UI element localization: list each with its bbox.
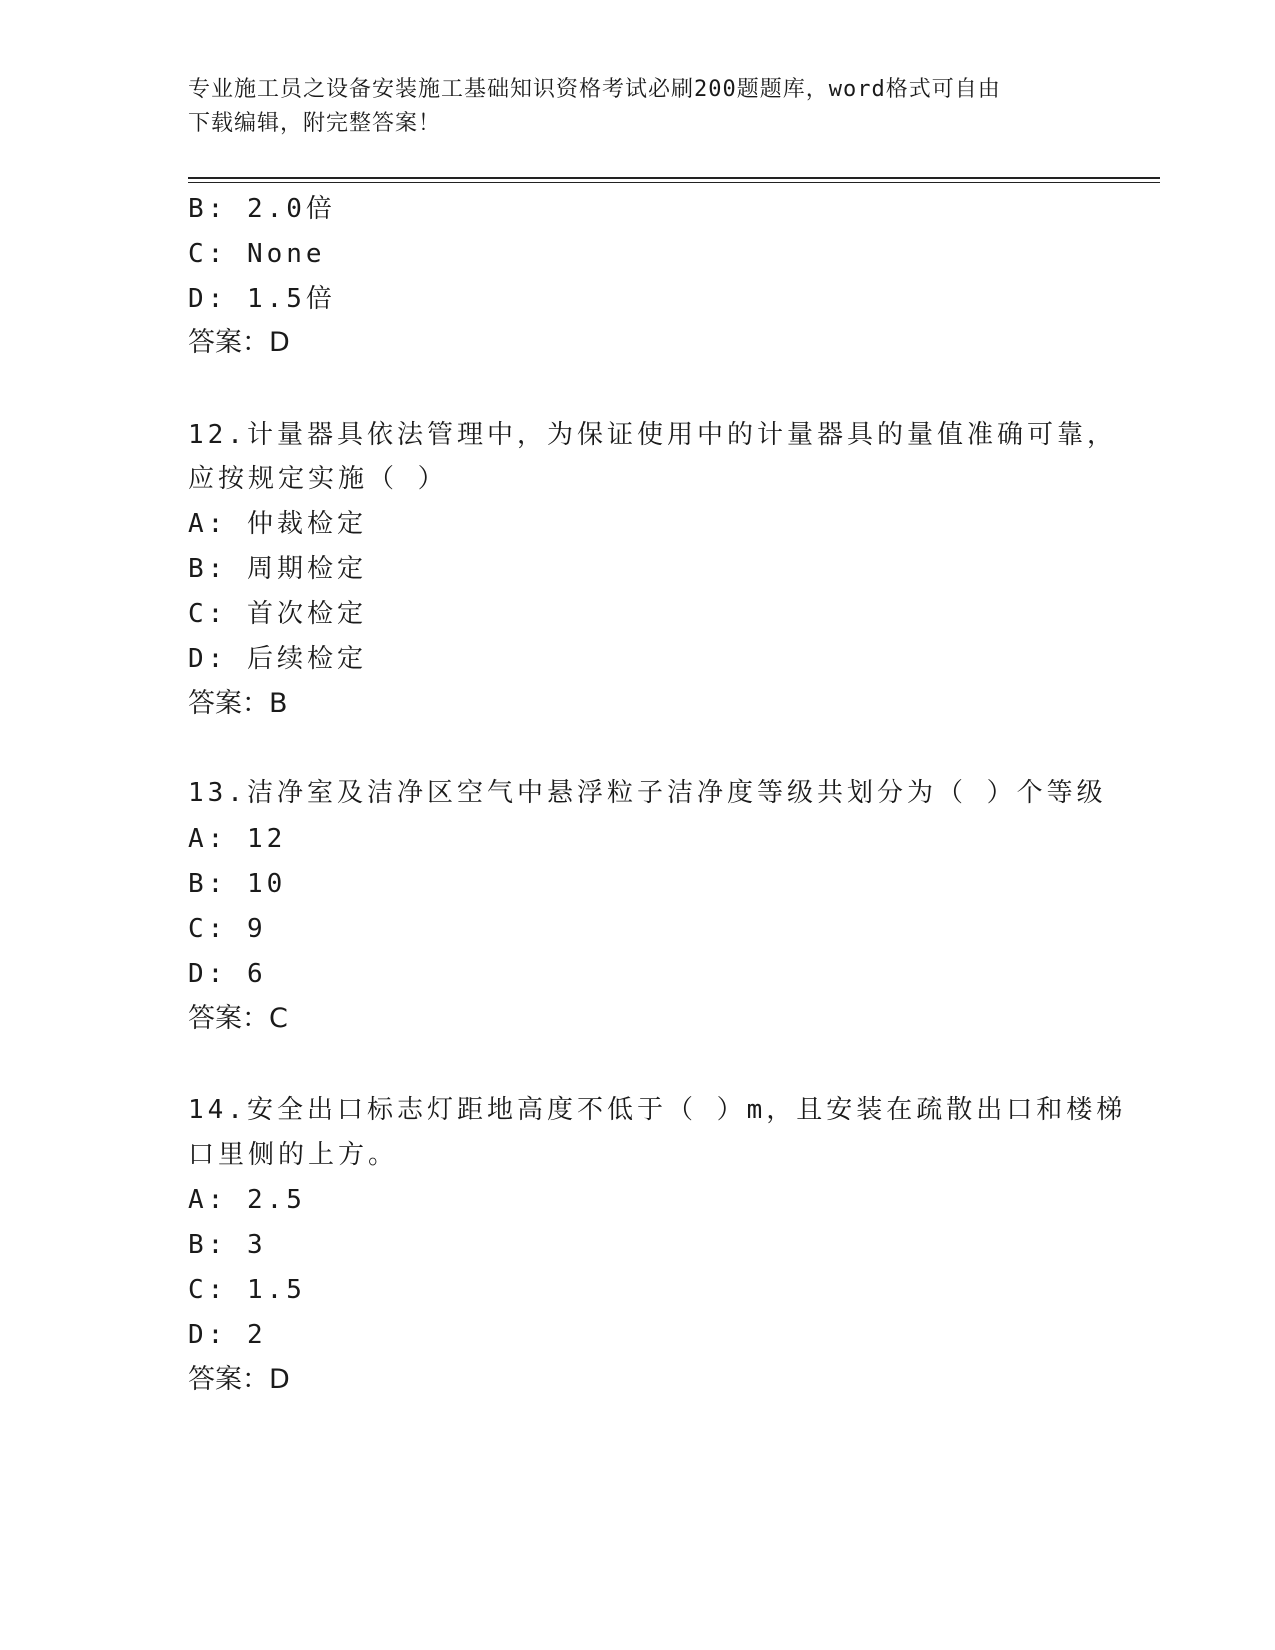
header-rule-thin [188,182,1160,183]
q13-option-c: C: 9 [188,914,267,944]
q13-option-a: A: 12 [188,824,287,854]
q12-option-c: C: 首次检定 [188,599,367,629]
q14-option-d: D: 2 [188,1320,267,1350]
q14-stem-line-1: 14.安全出口标志灯距地高度不低于（ ）m，且安装在疏散出口和楼梯 [188,1095,1127,1125]
q11-option-d: D: 1.5倍 [188,284,336,314]
q14-option-b: B: 3 [188,1230,267,1260]
q13-answer: 答案：C [188,1003,288,1034]
q12-stem-line-1: 12.计量器具依法管理中，为保证使用中的计量器具的量值准确可靠， [188,420,1117,450]
q13-option-d: D: 6 [188,959,267,989]
q14-option-c: C: 1.5 [188,1275,306,1305]
q13-stem-line-1: 13.洁净室及洁净区空气中悬浮粒子洁净度等级共划分为（ ）个等级 [188,778,1107,808]
q14-answer: 答案：D [188,1364,290,1395]
q11-option-c: C: None [188,239,326,269]
q11-option-b: B: 2.0倍 [188,194,336,224]
q12-option-b: B: 周期检定 [188,554,367,584]
doc-header-line-1: 专业施工员之设备安装施工基础知识资格考试必刷200题题库，word格式可自由 [188,77,1001,102]
q13-option-b: B: 10 [188,869,287,899]
q12-option-a: A: 仲裁检定 [188,509,367,539]
header-rule-thick [188,177,1160,179]
q12-stem-line-2: 应按规定实施（ ） [188,464,448,494]
doc-header-line-2: 下载编辑，附完整答案！ [188,111,442,136]
q12-answer: 答案：B [188,688,288,719]
q14-option-a: A: 2.5 [188,1185,306,1215]
q14-stem-line-2: 口里侧的上方。 [188,1140,399,1170]
q11-answer: 答案：D [188,327,290,358]
q12-option-d: D: 后续检定 [188,644,367,674]
